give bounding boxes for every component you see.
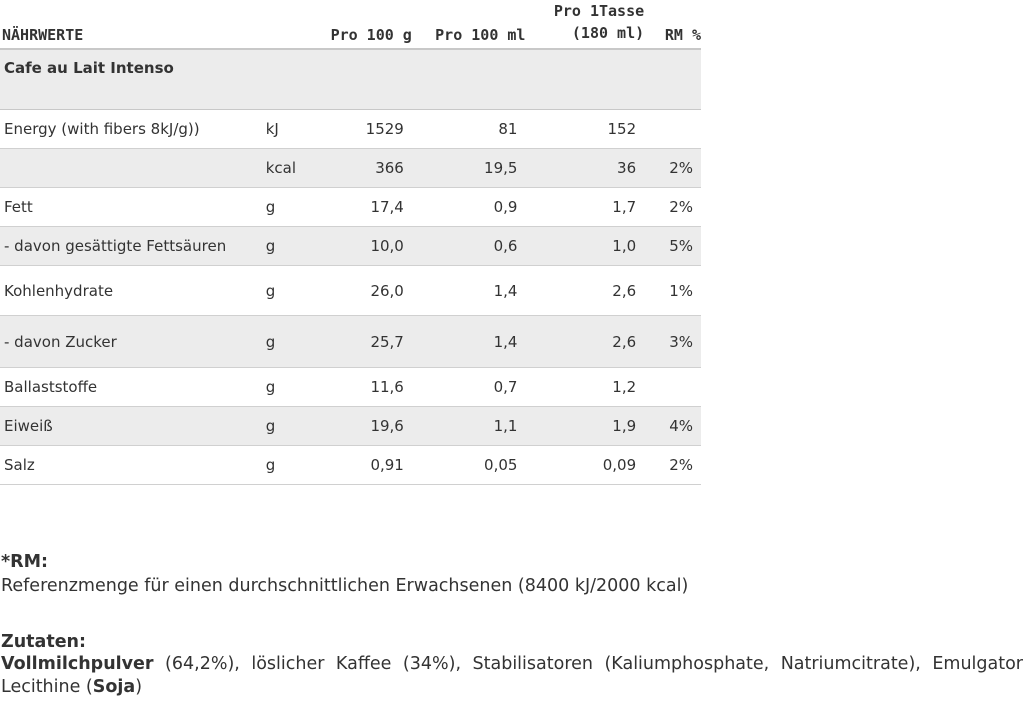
table-row: [0, 149, 701, 188]
value-per-cup: 1,0: [525, 227, 644, 266]
value-rm-percent: 3%: [644, 316, 701, 368]
ingredient-bold-soja: Soja: [92, 677, 136, 697]
header-rm-percent: RM %: [644, 0, 701, 49]
value-per-cup: 1,9: [525, 407, 644, 446]
value-rm-percent: 5%: [644, 227, 701, 266]
nutrient-unit: g: [262, 316, 313, 368]
value-rm-percent: [644, 110, 701, 149]
value-rm-percent: 4%: [644, 407, 701, 446]
section-title: Cafe au Lait Intenso: [0, 49, 701, 110]
table-row: [0, 188, 701, 227]
nutrient-unit: g: [262, 446, 313, 485]
footnote-title: *RM:: [1, 552, 49, 572]
nutrient-name: Fett: [0, 188, 262, 227]
value-per-100ml: 0,7: [412, 368, 526, 407]
value-per-cup: 2,6: [525, 266, 644, 316]
value-rm-percent: 2%: [644, 446, 701, 485]
table-header-row: [0, 0, 701, 49]
nutrient-name: Ballaststoffe: [0, 368, 262, 407]
nutrient-name: Kohlenhydrate: [0, 266, 262, 316]
header-naehrwerte: NÄHRWERTE: [0, 0, 262, 49]
value-per-cup: 1,7: [525, 188, 644, 227]
header-unit-empty: [262, 0, 313, 49]
table-row: [0, 316, 701, 368]
ingredients-text-part2: ): [135, 677, 143, 697]
nutrient-name: Eiweiß: [0, 407, 262, 446]
value-per-cup: 2,6: [525, 316, 644, 368]
nutrient-unit: g: [262, 407, 313, 446]
value-per-100ml: 1,1: [412, 407, 526, 446]
footnote-block: [1, 552, 1023, 596]
nutrient-unit: g: [262, 227, 313, 266]
value-rm-percent: 2%: [644, 188, 701, 227]
nutrient-unit: kcal: [262, 149, 313, 188]
value-per-cup: 0,09: [525, 446, 644, 485]
value-per-100ml: 19,5: [412, 149, 526, 188]
value-per-100g: 17,4: [312, 188, 411, 227]
section-row: [0, 49, 701, 110]
ingredients-title: Zutaten:: [1, 632, 87, 652]
nutrition-table: [0, 0, 701, 485]
value-per-100g: 26,0: [312, 266, 411, 316]
value-per-100ml: 0,6: [412, 227, 526, 266]
ingredient-bold-milk: Vollmilchpulver: [1, 654, 154, 674]
value-per-100g: 19,6: [312, 407, 411, 446]
nutrient-unit: g: [262, 188, 313, 227]
value-per-100g: 0,91: [312, 446, 411, 485]
value-rm-percent: 1%: [644, 266, 701, 316]
footnote-text: Referenzmenge für einen durchschnittlichen Erwachsenen (8400 kJ/2000 kcal): [1, 576, 689, 596]
value-per-100ml: 0,05: [412, 446, 526, 485]
ingredients-text: [1, 653, 1023, 699]
value-per-cup: 1,2: [525, 368, 644, 407]
value-per-100g: 1529: [312, 110, 411, 149]
value-rm-percent: [644, 368, 701, 407]
value-per-100ml: 1,4: [412, 266, 526, 316]
value-rm-percent: 2%: [644, 149, 701, 188]
nutrient-name: Salz: [0, 446, 262, 485]
table-row: [0, 446, 701, 485]
nutrient-unit: kJ: [262, 110, 313, 149]
header-per-cup: [525, 0, 644, 49]
nutrient-name: - davon Zucker: [0, 316, 262, 368]
value-per-cup: 36: [525, 149, 644, 188]
nutrient-name: [0, 149, 262, 188]
header-per-cup-line2: (180 ml): [571, 24, 645, 42]
value-per-100ml: 81: [412, 110, 526, 149]
value-per-100ml: 0,9: [412, 188, 526, 227]
nutrient-rows: [0, 110, 701, 485]
ingredients-text-part1: (64,2%), löslicher Kaffee (34%), Stabilisatoren (Kaliumphosphate, Natriumcitrate), Emulgator Lecithine (: [1, 654, 1023, 697]
table-row: [0, 266, 701, 316]
value-per-100g: 10,0: [312, 227, 411, 266]
nutrient-name: - davon gesättigte Fettsäuren: [0, 227, 262, 266]
table-row: [0, 227, 701, 266]
value-per-100ml: 1,4: [412, 316, 526, 368]
header-per-100ml: Pro 100 ml: [412, 0, 526, 49]
header-per-cup-line1: Pro 1Tasse: [553, 2, 645, 20]
value-per-100g: 11,6: [312, 368, 411, 407]
nutrient-unit: g: [262, 368, 313, 407]
table-row: [0, 110, 701, 149]
value-per-100g: 366: [312, 149, 411, 188]
value-per-cup: 152: [525, 110, 644, 149]
value-per-100g: 25,7: [312, 316, 411, 368]
table-row: [0, 407, 701, 446]
nutrient-unit: g: [262, 266, 313, 316]
ingredients-block: [1, 632, 1023, 699]
nutrient-name: Energy (with fibers 8kJ/g)): [0, 110, 262, 149]
table-row: [0, 368, 701, 407]
header-per-100g: Pro 100 g: [312, 0, 411, 49]
